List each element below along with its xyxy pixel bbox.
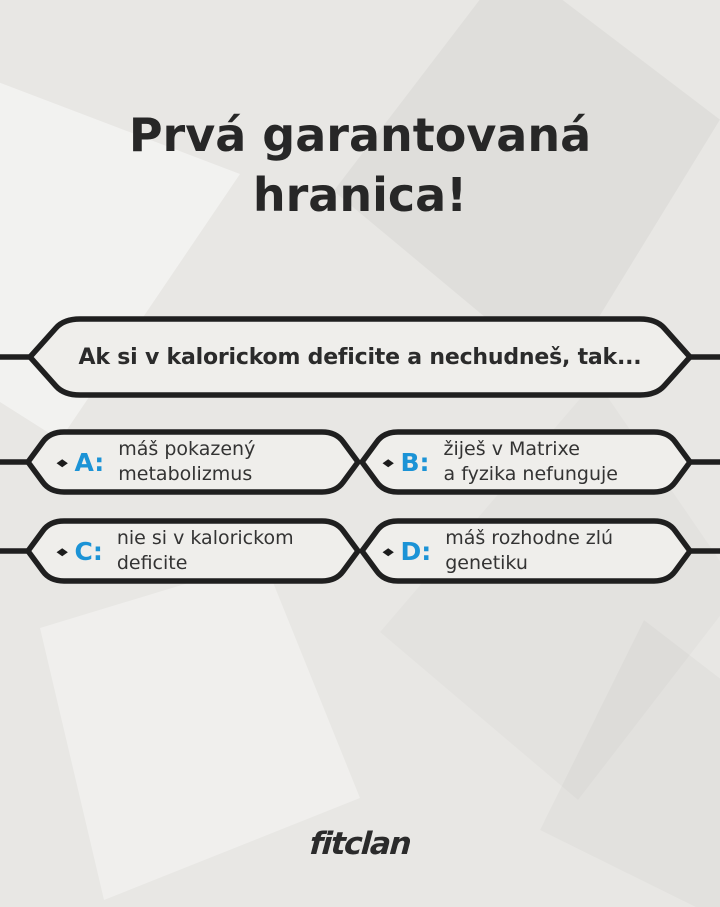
page-title-line1: Prvá garantovaná (128, 107, 592, 162)
answer-option-a[interactable] (58, 429, 338, 495)
diamond-icon: ◆ (56, 544, 68, 558)
question-band (0, 315, 720, 399)
fitclan-logo: fitclan (308, 826, 412, 862)
answer-row-2 (0, 518, 720, 584)
page-title (0, 105, 720, 225)
diamond-icon: ◆ (382, 455, 394, 469)
answer-text-d: máš rozhodne zlú genetiku (445, 527, 614, 574)
answer-option-d[interactable] (384, 518, 674, 584)
question-text: Ak si v kalorickom deficite a nechudneš, tak... (78, 344, 642, 370)
answer-option-c[interactable] (58, 518, 338, 584)
answer-letter-c: C: (74, 536, 103, 566)
answer-letter-d: D: (400, 536, 432, 566)
answer-text-c: nie si v kalorickom deficite (116, 527, 294, 574)
answer-text-b: žiješ v Matrixe a fyzika nefunguje (443, 438, 618, 485)
answer-row-1 (0, 429, 720, 495)
diamond-icon: ◆ (382, 544, 394, 558)
paper-texture-shape (540, 620, 720, 907)
answer-letter-b: B: (400, 447, 430, 477)
page-title-line2: hranica! (252, 167, 468, 222)
answer-letter-a: A: (74, 447, 105, 477)
answer-option-b[interactable] (384, 429, 674, 495)
answer-text-a: máš pokazený metabolizmus (118, 438, 256, 485)
diamond-icon: ◆ (56, 455, 68, 469)
